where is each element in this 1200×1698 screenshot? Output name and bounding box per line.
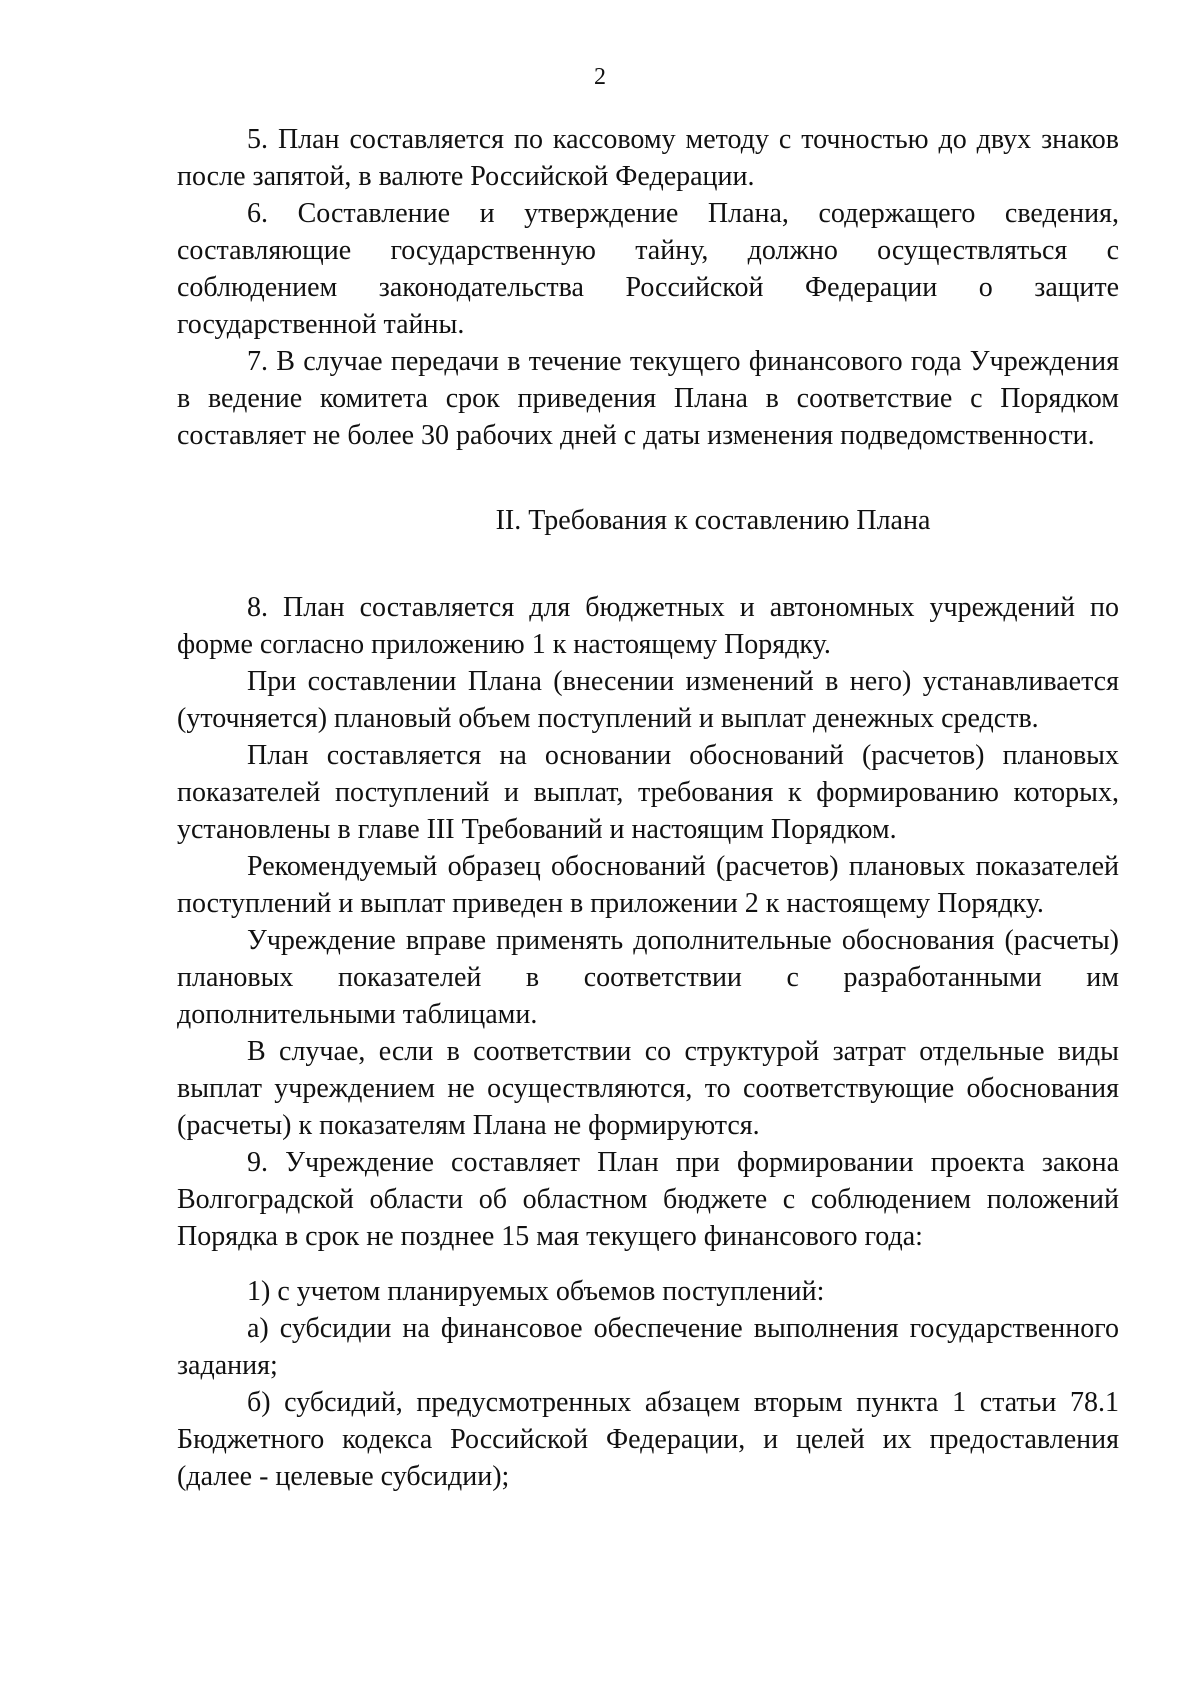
paragraph-6: 6. Составление и утверждение Плана, содержащего сведения, составляющие государственную тайну, должно осуществляться с соблюдением законодательства Российской Федерации о защите государственной тайны. <box>177 198 1119 340</box>
paragraph-9: 9. Учреждение составляет План при формировании проекта закона Волгоградской области об областном бюджете с соблюдением положений Порядка в срок не позднее 15 мая текущего финансового года: <box>177 1147 1119 1252</box>
paragraph-7: 7. В случае передачи в течение текущего финансового года Учреждения в ведение комитета срок приведения Плана в соответствие с Порядком составляет не более 30 рабочих дней с даты изменения подведомственности. <box>177 346 1119 451</box>
list-item-b: б) субсидий, предусмотренных абзацем вторым пункта 1 статьи 78.1 Бюджетного кодекса Российской Федерации, и целей их предоставления (далее - целевые субсидии); <box>177 1387 1119 1492</box>
paragraph-additional-tables: Учреждение вправе применять дополнительные обоснования (расчеты) плановых показателей в соответствии с разработанными им дополнительными таблицами. <box>177 925 1119 1030</box>
paragraph-5: 5. План составляется по кассовому методу с точностью до двух знаков после запятой, в валюте Российской Федерации. <box>177 124 1119 192</box>
paragraph-plan-changes: При составлении Плана (внесении изменений в него) устанавливается (уточняется) плановый объем поступлений и выплат денежных средств. <box>177 666 1119 734</box>
document-body <box>177 121 1119 1495</box>
paragraph-8: 8. План составляется для бюджетных и автономных учреждений по форме согласно приложению 1 к настоящему Порядку. <box>177 592 1119 660</box>
list-item-a: а) субсидии на финансовое обеспечение выполнения государственного задания; <box>177 1313 1119 1381</box>
paragraph-cost-structure: В случае, если в соответствии со структурой затрат отдельные виды выплат учреждением не осуществляются, то соответствующие обоснования (расчеты) к показателям Плана не формируются. <box>177 1036 1119 1141</box>
paragraph-recommended-sample: Рекомендуемый образец обоснований (расчетов) плановых показателей поступлений и выплат приведен в приложении 2 к настоящему Порядку. <box>177 851 1119 919</box>
section-heading: II. Требования к составлению Плана <box>495 505 931 536</box>
list-block <box>177 1273 1119 1495</box>
list-item-1: 1) с учетом планируемых объемов поступлений: <box>247 1276 825 1307</box>
paragraph-plan-basis: План составляется на основании обоснований (расчетов) плановых показателей поступлений и выплат, требования к формированию которых, установлены в главе III Требований и настоящим Порядком. <box>177 740 1119 845</box>
page-number: 2 <box>594 64 606 90</box>
